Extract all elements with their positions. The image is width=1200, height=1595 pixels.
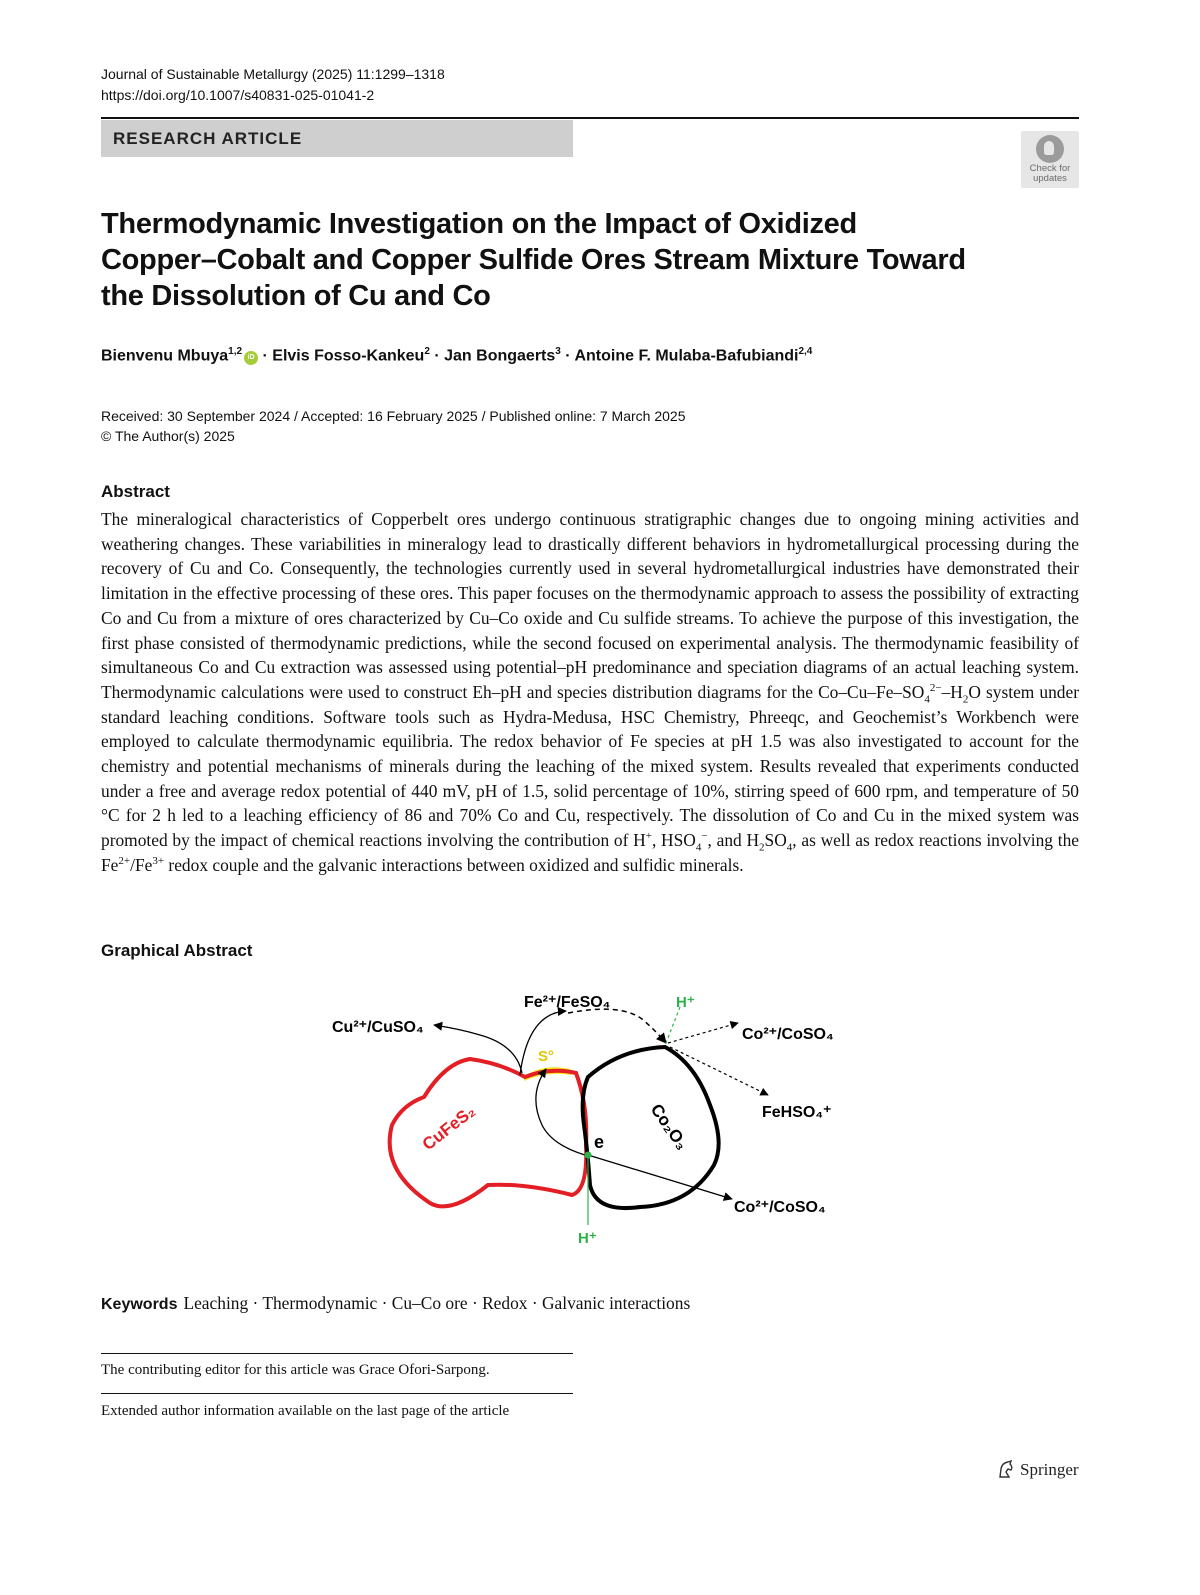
graphical-abstract-diagram xyxy=(320,985,880,1250)
author-separator: · xyxy=(434,347,440,365)
proton-top-label: H⁺ xyxy=(676,994,695,1011)
arrow-to-coso4-bottom xyxy=(588,1155,732,1199)
dashed-to-coso4-top xyxy=(668,1023,738,1043)
arrow-fe-loop xyxy=(520,1011,566,1075)
journal-header xyxy=(101,64,445,106)
proton-bottom-label: H⁺ xyxy=(578,1230,597,1247)
footnote-editor: The contributing editor for this article was Grace Ofori-Sarpong. xyxy=(101,1362,490,1378)
arrow-to-cuso4 xyxy=(434,1025,522,1073)
co2o3-label: Co₂O₃ xyxy=(646,1100,692,1154)
paper-title xyxy=(101,206,1001,314)
abstract-heading: Abstract xyxy=(101,482,170,501)
orcid-icon[interactable]: iD xyxy=(244,351,258,365)
publication-dates xyxy=(101,406,686,446)
graphical-abstract-heading: Graphical Abstract xyxy=(101,941,253,960)
author-separator: · xyxy=(262,347,268,365)
doi-link[interactable]: https://doi.org/10.1007/s40831-025-01041-2 xyxy=(101,87,375,103)
article-type-banner xyxy=(101,120,573,157)
author-affiliation: 2 xyxy=(424,346,430,357)
check-updates-icon xyxy=(1036,135,1064,163)
footnote-rule xyxy=(101,1393,573,1394)
keywords-heading: Keywords xyxy=(101,1296,178,1313)
sulfur-label: S° xyxy=(538,1048,555,1065)
fe-feso4-label: Fe²⁺/FeSO₄ xyxy=(524,994,611,1011)
cu-cuso4-label: Cu²⁺/CuSO₄ xyxy=(332,1019,424,1036)
dashed-to-fehso4 xyxy=(670,1047,768,1095)
co2o3-particle xyxy=(583,1047,719,1208)
keywords xyxy=(101,1293,690,1314)
proton-arrow-top xyxy=(666,1007,680,1043)
cufes2-label: CuFeS₂ xyxy=(418,1101,479,1155)
title-line: Copper–Cobalt and Copper Sulfide Ores Stream Mixture Toward xyxy=(101,244,966,276)
footnote-rule xyxy=(101,1353,573,1354)
copyright-line: © The Author(s) 2025 xyxy=(101,428,235,444)
title-line: the Dissolution of Cu and Co xyxy=(101,280,491,312)
springer-horse-icon xyxy=(996,1459,1016,1479)
abstract-body: The mineralogical characteristics of Copperbelt ores undergo continuous stratigraphic changes due to ongoing mining activities and weathering changes. These variabilities in mineralogy lead to drastically different behaviors in hydrometallurgical processing during the recovery of Cu and Co. Consequently, the technologies currently used in several hydrometallurgical industries have demonstrated their limitation in the effective processing of these ores. This paper focuses on the thermodynamic approach to assess the possibility of extracting Co and Cu from a mixture of ores characterized by Cu–Co oxide and Cu sulfide streams. To achieve the purpose of this investigation, the first phase consisted of thermodynamic predictions, while the second focused on experimental analysis. The thermodynamic feasibility of simultaneous Co and Cu extraction was assessed using potential–pH predominance and speciation diagrams of an actual leaching system. Thermodynamic calculations were used to construct Eh–pH and species distribution diagrams for the $Co-Cu-Fe-SO_4^{2-}-H_2O$ system under standard leaching conditions. Software tools such as Hydra-Medusa, HSC Chemistry, Phreeqc, and Geochemist’s Workbench were employed to calculate thermodynamic equilibria. The redox behavior of Fe species at pH 1.5 was also investigated to account for the chemistry and potential mechanisms of minerals during the leaching of the mixed system. Results revealed that experiments conducted under a free and average redox potential of 440 mV, pH of 1.5, solid percentage of 10%, stirring speed of 600 rpm, and temperature of 50 °C for 2 h led to a leaching efficiency of 86 and 70% Co and Cu, respectively. The dissolution of Co and Cu in the mixed system was promoted by the impact of chemical reactions involving the contribution of H+, $HSO_4^-$, and $H_2SO_4$, as well as redox reactions involving the $Fe^{2+}/Fe^{3+}$ redox couple and the galvanic interactions between oxidized and sulfidic minerals. xyxy=(101,509,1079,875)
electron-label: e xyxy=(594,1132,605,1152)
footnote-extended: Extended author information available on the last page of the article xyxy=(101,1403,510,1419)
author-name[interactable]: Antoine F. Mulaba-Bafubiandi xyxy=(574,347,799,365)
check-for-updates-button[interactable] xyxy=(1021,131,1079,188)
cufes2-particle xyxy=(390,1059,587,1206)
check-updates-label: Check for updates xyxy=(1029,163,1071,184)
author-list xyxy=(101,346,812,365)
dashed-fe-to-co xyxy=(568,1009,666,1043)
publisher-name: Springer xyxy=(1020,1460,1079,1479)
publisher-logo xyxy=(996,1459,1079,1480)
header-rule xyxy=(101,117,1079,119)
dates-line: Received: 30 September 2024 / Accepted: 16 February 2025 / Published online: 7 March 2025 xyxy=(101,408,686,424)
contact-point xyxy=(585,1152,592,1159)
author-separator: · xyxy=(565,347,571,365)
author-name[interactable]: Jan Bongaerts xyxy=(444,347,556,365)
author-affiliation: 3 xyxy=(555,346,561,357)
author-affiliation: 1,2 xyxy=(228,346,243,357)
article-type-label: RESEARCH ARTICLE xyxy=(113,129,303,148)
co-coso4-bottom-label: Co²⁺/CoSO₄ xyxy=(734,1199,826,1216)
journal-citation: Journal of Sustainable Metallurgy (2025) 11:1299–1318 xyxy=(101,66,445,82)
author-name[interactable]: Elvis Fosso-Kankeu xyxy=(272,347,425,365)
fehso4-label: FeHSO₄⁺ xyxy=(762,1104,832,1121)
author-affiliation: 2,4 xyxy=(798,346,813,357)
author-name[interactable]: Bienvenu Mbuya xyxy=(101,347,229,365)
co-coso4-top-label: Co²⁺/CoSO₄ xyxy=(742,1026,834,1043)
title-line: Thermodynamic Investigation on the Impact of Oxidized xyxy=(101,208,857,240)
keywords-list: Leaching · Thermodynamic · Cu–Co ore · Redox · Galvanic interactions xyxy=(183,1293,691,1313)
